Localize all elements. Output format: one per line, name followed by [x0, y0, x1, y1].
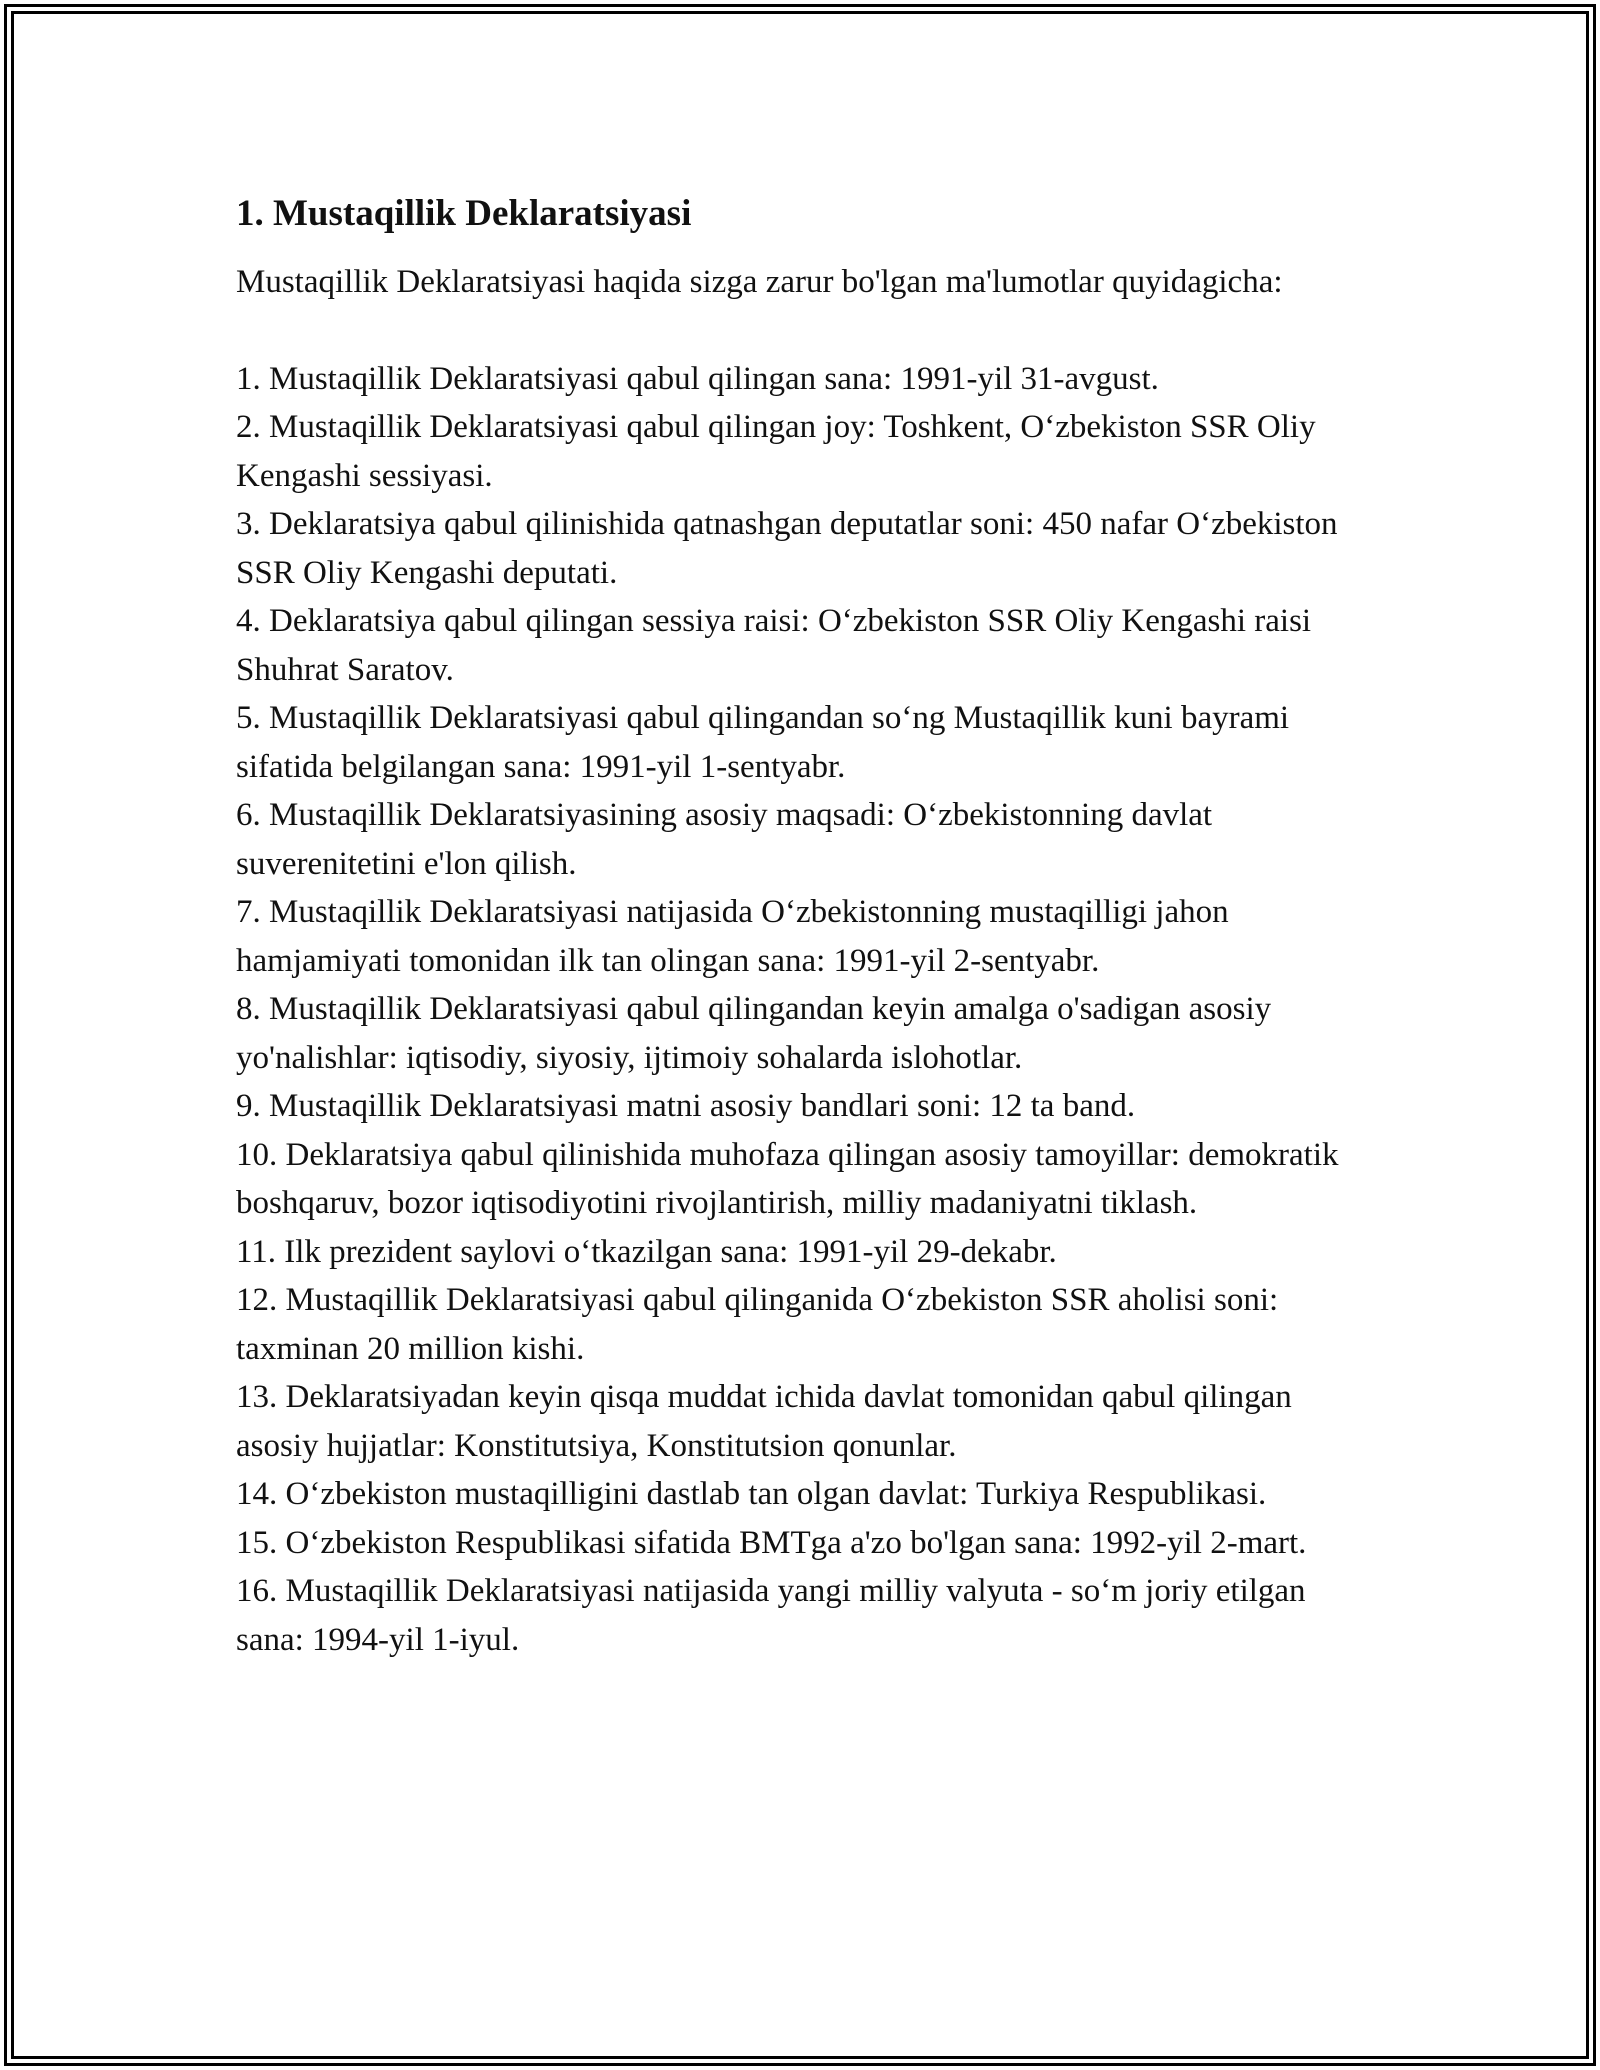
list-item: 7. Mustaqillik Deklaratsiyasi natijasida O‘zbekistonning mustaqilligi jahon hamjamiyati tomonidan ilk tan olingan sana: 1991-yil 2-sentyabr.	[236, 894, 1229, 979]
list-item: 9. Mustaqillik Deklaratsiyasi matni asosiy bandlari soni: 12 ta band.	[236, 1088, 1136, 1124]
list-item: 16. Mustaqillik Deklaratsiyasi natijasida yangi milliy valyuta - so‘m joriy etilgan sana: 1994-yil 1-iyul.	[236, 1573, 1306, 1658]
list-item: 8. Mustaqillik Deklaratsiyasi qabul qilingandan keyin amalga o'sadigan asosiy yo'nalishlar: iqtisodiy, siyosiy, ijtimoiy sohalarda islohotlar.	[236, 991, 1272, 1076]
list-item: 6. Mustaqillik Deklaratsiyasining asosiy maqsadi: O‘zbekistonning davlat suverenitetini e'lon qilish.	[236, 797, 1213, 882]
list-item: 4. Deklaratsiya qabul qilingan sessiya raisi: O‘zbekiston SSR Oliy Kengashi raisi Shuhrat Saratov.	[236, 603, 1312, 688]
document-title: 1. Mustaqillik Deklaratsiyasi	[236, 193, 692, 234]
intro-paragraph: Mustaqillik Deklaratsiyasi haqida sizga zarur bo'lgan ma'lumotlar quyidagicha:	[236, 264, 1283, 300]
list-item: 2. Mustaqillik Deklaratsiyasi qabul qilingan joy: Toshkent, O‘zbekiston SSR Oliy Kengashi sessiyasi.	[236, 409, 1316, 494]
list-item: 10. Deklaratsiya qabul qilinishida muhofaza qilingan asosiy tamoyillar: demokratik boshqaruv, bozor iqtisodiyotini rivojlantirish, milliy madaniyatni tiklash.	[236, 1136, 1339, 1221]
list-item: 15. O‘zbekiston Respublikasi sifatida BMTga a'zo bo'lgan sana: 1992-yil 2-mart.	[236, 1524, 1307, 1561]
list-item: 11. Ilk prezident saylovi o‘tkazilgan sana: 1991-yil 29-dekabr.	[236, 1233, 1057, 1270]
list-item: 5. Mustaqillik Deklaratsiyasi qabul qilingandan so‘ng Mustaqillik kuni bayrami sifatida belgilangan sana: 1991-yil 1-sentyabr.	[236, 700, 1290, 785]
fact-list	[236, 355, 1370, 1665]
list-item: 13. Deklaratsiyadan keyin qisqa muddat ichida davlat tomonidan qabul qilingan asosiy hujjatlar: Konstitutsiya, Konstitutsion qonunlar.	[236, 1379, 1292, 1464]
list-item: 1. Mustaqillik Deklaratsiyasi qabul qilingan sana: 1991-yil 31-avgust.	[236, 360, 1159, 397]
list-item: 3. Deklaratsiya qabul qilinishida qatnashgan deputatlar soni: 450 nafar O‘zbekiston SSR Oliy Kengashi deputati.	[236, 506, 1338, 591]
document-body	[236, 186, 1370, 1664]
list-item: 12. Mustaqillik Deklaratsiyasi qabul qilinganida O‘zbekiston SSR aholisi soni: taxminan 20 million kishi.	[236, 1282, 1279, 1367]
list-item: 14. O‘zbekiston mustaqilligini dastlab tan olgan davlat: Turkiya Respublikasi.	[236, 1476, 1267, 1512]
